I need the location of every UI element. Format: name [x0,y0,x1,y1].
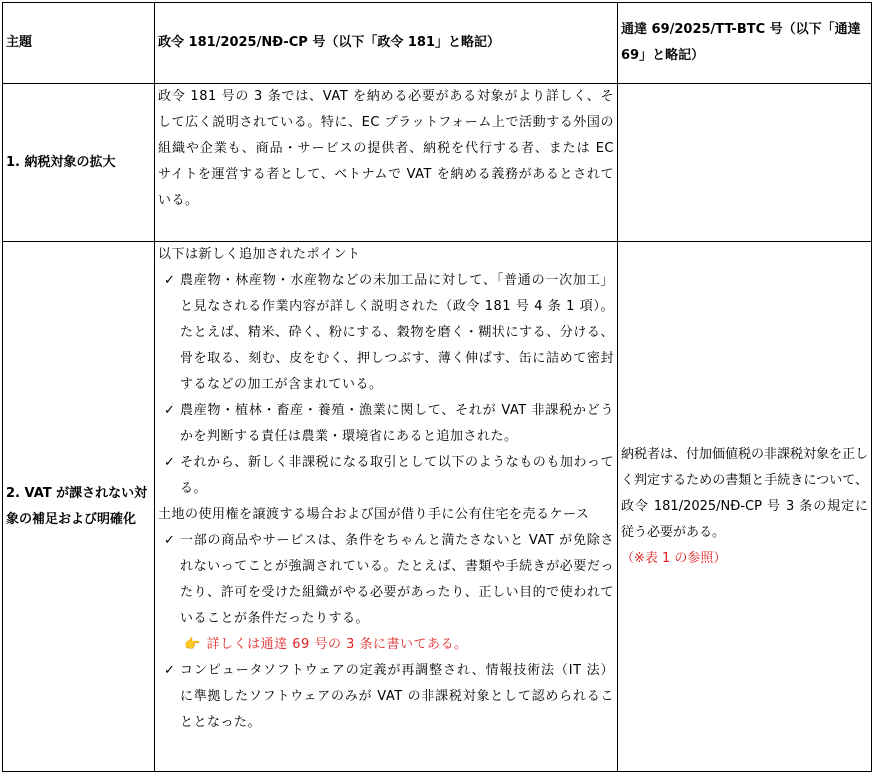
pointer-note [158,632,614,658]
list-item [164,450,614,502]
list-item [164,398,614,450]
row1-decree: 政令 181 号の 3 条では、VAT を納める必要がある対象がより詳しく、そして広く説明されている。特に、EC プラットフォーム上で活動する外国の組織や企業も、商品・サービスの提供者、納税を代行する者、または EC サイトを運営する者として、ベトナムで VAT を納める義務があるとされている。 [155,84,618,242]
comparison-table [2,2,872,772]
circular-text: 納税者は、付加価値税の非課税対象を正しく判定するための書類と手続きについて、政令 181/2025/NĐ-CP 号 3 条の規定に従う必要がある。 [621,446,869,540]
row2-decree [155,242,618,772]
circular-reference: （※表 1 の参照） [621,550,727,566]
list-item-text: 農産物・林産物・水産物などの未加工品に対して、「普通の一次加工」と見なされる作業内容が詳しく説明された（政令 181 号 4 条 1 項）。たとえば、精米、砕く、粉にする、穀物を磨く・糊状にする、分ける、骨を取る、刻む、皮をむく、押しつぶす、薄く伸ばす、缶に詰めて密封するなどの加工が含まれている。 [180,273,614,392]
row2-circular [618,242,872,772]
list-item-text: コンピュータソフトウェアの定義が再調整され、情報技術法（IT 法）に準拠したソフトウェアのみが VAT の非課税対象として認められることとなった。 [180,663,614,730]
list-item [164,528,614,632]
row2-topic: 2. VAT が課されない対象の補足および明確化 [3,242,155,772]
pointing-hand-icon: 👉 [184,637,201,652]
list-item [164,658,614,736]
row1-circular [618,84,872,242]
land-text: 土地の使用権を譲渡する場合および国が借り手に公有住宅を売るケース [158,507,590,522]
table-header-row [3,3,872,84]
checkmark-icon: ✓ [164,455,176,470]
checkmark-icon: ✓ [164,273,176,288]
row1-topic: 1. 納税対象の拡大 [3,84,155,242]
list-item [164,268,614,398]
header-decree: 政令 181/2025/NĐ-CP 号（以下「政令 181」と略記） [155,3,618,84]
header-topic: 主題 [3,3,155,84]
header-circular: 通達 69/2025/TT-BTC 号（以下「通達 69」と略記） [618,3,872,84]
list-item-text: 農産物・植林・畜産・養殖・漁業に関して、それが VAT 非課税かどうかを判断する責任は農業・環境省にあると追加された。 [180,403,614,444]
list-item-text: 一部の商品やサービスは、条件をちゃんと満たさないと VAT が免除されないってことが強調されている。たとえば、書類や手続きが必要だったり、許可を受けた組織がやる必要があったり、正しい目的で使われていることが条件だったりする。 [180,533,614,626]
intro-text: 以下は新しく追加されたポイント [158,247,361,262]
checkmark-icon: ✓ [164,403,176,418]
checkmark-icon: ✓ [164,663,176,678]
table-row [3,242,872,772]
pointer-text: 詳しくは通達 69 号の 3 条に書いてある。 [206,637,468,652]
list-item-text: それから、新しく非課税になる取引として以下のようなものも加わってる。 [180,455,614,496]
checkmark-icon: ✓ [164,533,176,548]
table-row [3,84,872,242]
